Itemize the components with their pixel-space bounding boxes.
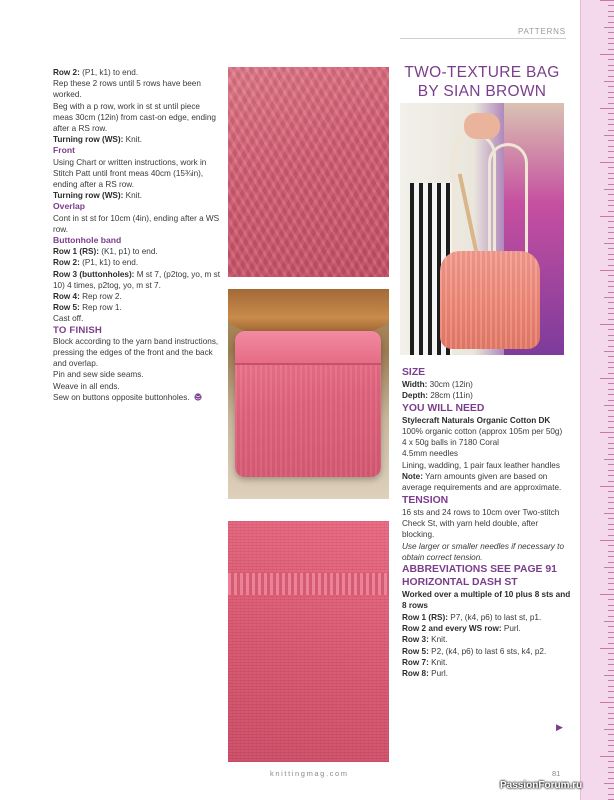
bag-flap-shape [235, 331, 381, 365]
ruler-tick [608, 616, 614, 617]
ruler-tick [608, 610, 614, 611]
ruler [580, 0, 614, 800]
ruler-tick [608, 410, 614, 411]
ruler-tick [608, 329, 614, 330]
ruler-tick [608, 97, 614, 98]
ruler-tick [608, 313, 614, 314]
ruler-tick [608, 200, 614, 201]
ruler-tick [608, 691, 614, 692]
ruler-tick [608, 130, 614, 131]
ruler-tick [608, 599, 614, 600]
ruler-tick [608, 22, 614, 23]
ruler-tick [608, 778, 614, 779]
ruler-tick [608, 508, 614, 509]
dash-row-7: Row 7: Knit. [402, 657, 448, 667]
ruler-tick [608, 794, 614, 795]
yarn-quantity: 4 x 50g balls in 7180 Coral [402, 438, 499, 448]
model-holding-bag-photo [400, 103, 564, 355]
ruler-tick [600, 324, 614, 325]
ruler-tick [608, 502, 614, 503]
ruler-tick [608, 259, 614, 260]
ruler-tick [608, 383, 614, 384]
ruler-tick [608, 356, 614, 357]
designer-line: BY SIAN BROWN [417, 83, 547, 100]
ruler-tick [600, 0, 614, 1]
front-text: Using Chart or written instructions, work in Stitch Patt until front meas 40cm (15¾in), ending after a RS row. [53, 157, 207, 190]
ruler-tick [608, 761, 614, 762]
ruler-tick [608, 232, 614, 233]
ruler-tick [608, 254, 614, 255]
abbreviations-link[interactable]: ABBREVIATIONS SEE PAGE 91 [402, 564, 557, 576]
turning-row-1: Turning row (WS): Knit. [53, 135, 143, 145]
ruler-tick [608, 340, 614, 341]
ruler-tick [600, 108, 614, 109]
ruler-tick [608, 167, 614, 168]
ruler-tick [608, 248, 614, 249]
ruler-tick [608, 373, 614, 374]
finish-step-3: Weave in all ends. [53, 381, 120, 391]
ruler-tick [608, 394, 614, 395]
ruler-tick [604, 297, 614, 298]
ruler-tick [608, 448, 614, 449]
ruler-tick [608, 643, 614, 644]
ruler-tick [608, 65, 614, 66]
ruler-tick [604, 27, 614, 28]
ruler-tick [600, 432, 614, 433]
hand-shape [464, 113, 500, 139]
ruler-tick [608, 367, 614, 368]
ruler-tick [604, 135, 614, 136]
ruler-tick [608, 524, 614, 525]
overlap-heading: Overlap [53, 201, 86, 212]
cast-off: Cast off. [53, 314, 84, 324]
ruler-tick [608, 92, 614, 93]
ruler-tick [608, 178, 614, 179]
footer-site: knittingmag.com [270, 769, 349, 778]
ruler-tick [608, 697, 614, 698]
coral-bag-shape [440, 251, 540, 349]
ruler-tick [608, 475, 614, 476]
ruler-tick [608, 151, 614, 152]
overlap-text: Cont in st st for 10cm (4in), ending after a WS row. [53, 213, 220, 234]
ruler-tick [600, 486, 614, 487]
ruler-tick [608, 292, 614, 293]
watermark: PassionForum.ru [500, 780, 583, 791]
back-row-2: Row 2: (P1, k1) to end. [53, 68, 139, 77]
section-rule [400, 38, 566, 39]
ruler-tick [608, 745, 614, 746]
ruler-tick [608, 32, 614, 33]
bag-handle-shape [488, 143, 528, 258]
ruler-tick [600, 594, 614, 595]
ruler-tick [608, 545, 614, 546]
ruler-tick [608, 497, 614, 498]
ruler-tick [608, 275, 614, 276]
ruler-tick [608, 562, 614, 563]
yarn-note: Note: Yarn amounts given are based on average requirements and are approximate. [402, 472, 562, 493]
ruler-tick [608, 119, 614, 120]
ruler-tick [608, 400, 614, 401]
ruler-tick [604, 351, 614, 352]
ruler-tick [608, 734, 614, 735]
ruler-tick [608, 319, 614, 320]
buttonhole-row-3: Row 3 (buttonholes): M st 7, (p2tog, yo, m st 10) 4 times, p2tog, yo, m st 7. [53, 269, 220, 290]
ruler-tick [600, 756, 614, 757]
ruler-tick [608, 421, 614, 422]
ruler-tick [604, 567, 614, 568]
dash-row-1: Row 1 (RS): P7, (k4, p6) to last st, p1. [402, 612, 542, 622]
section-label: PATTERNS [518, 27, 566, 36]
needles: 4.5mm needles [402, 449, 458, 459]
ruler-tick [608, 103, 614, 104]
ruler-tick [608, 718, 614, 719]
finish-step-4: Sew on buttons opposite buttonholes. [53, 392, 221, 403]
ruler-tick [608, 443, 614, 444]
ruler-tick [608, 16, 614, 17]
ruler-tick [608, 49, 614, 50]
ruler-tick [608, 632, 614, 633]
ruler-tick [608, 5, 614, 6]
ruler-tick [608, 713, 614, 714]
ruler-tick [608, 653, 614, 654]
turning-row-2: Turning row (WS): Knit. [53, 191, 143, 201]
ruler-tick [608, 416, 614, 417]
ruler-tick [608, 238, 614, 239]
ruler-tick [608, 491, 614, 492]
ruler-tick [608, 518, 614, 519]
ruler-tick [600, 378, 614, 379]
ruler-tick [608, 724, 614, 725]
ruler-tick [608, 464, 614, 465]
ruler-tick [608, 686, 614, 687]
title-line-1: TWO-TEXTURE BAG [404, 64, 560, 81]
page-number: 81 [552, 769, 561, 778]
pattern-right-column [402, 366, 572, 680]
ruler-tick [604, 621, 614, 622]
ruler-tick [608, 470, 614, 471]
ruler-tick [600, 648, 614, 649]
ruler-tick [608, 173, 614, 174]
stocking-stitch-closeup-photo [228, 521, 389, 762]
ruler-tick [608, 362, 614, 363]
cable-texture-photo [228, 67, 389, 277]
ruler-tick [608, 76, 614, 77]
ruler-tick [604, 783, 614, 784]
dash-intro: Worked over a multiple of 10 plus 8 sts and 8 rows [402, 590, 571, 611]
ruler-tick [608, 535, 614, 536]
ruler-tick [608, 194, 614, 195]
dash-row-3: Row 3: Knit. [402, 635, 448, 645]
garter-ridge-shape [228, 573, 389, 595]
ruler-tick [608, 211, 614, 212]
dash-row-2: Row 2 and every WS row: Purl. [402, 624, 521, 634]
ruler-tick [604, 243, 614, 244]
ruler-tick [604, 513, 614, 514]
ruler-tick [608, 529, 614, 530]
finish-step-1: Block according to the yarn band instructions, pressing the edges of the front and the back and overlap. [53, 336, 219, 369]
ruler-tick [608, 454, 614, 455]
ruler-tick [608, 605, 614, 606]
tension-note: Use larger or smaller needles if necessary to obtain correct tension. [402, 541, 564, 562]
ruler-tick [608, 11, 614, 12]
dash-row-5: Row 5: P2, (k4, p6) to last 6 sts, k4, p2. [402, 646, 547, 656]
ruler-tick [608, 221, 614, 222]
ruler-tick [608, 427, 614, 428]
ruler-tick [608, 70, 614, 71]
ruler-tick [604, 459, 614, 460]
ruler-tick [608, 302, 614, 303]
size-depth: Depth: 28cm (11in) [402, 391, 473, 401]
ruler-tick [608, 286, 614, 287]
ruler-tick [608, 308, 614, 309]
buttonhole-row-5: Row 5: Rep row 1. [53, 303, 122, 313]
ruler-tick [608, 346, 614, 347]
ruler-tick [608, 281, 614, 282]
ruler-tick [608, 43, 614, 44]
size-width: Width: 30cm (12in) [402, 380, 473, 389]
ruler-tick [608, 227, 614, 228]
pattern-left-column [53, 67, 221, 403]
ruler-tick [608, 637, 614, 638]
dash-row-8: Row 8: Purl. [402, 669, 448, 679]
horizontal-dash-heading: HORIZONTAL DASH ST [402, 577, 518, 589]
ruler-tick [608, 572, 614, 573]
pattern-title [400, 63, 564, 101]
ruler-tick [608, 659, 614, 660]
ruler-tick [604, 81, 614, 82]
ruler-tick [608, 670, 614, 671]
ruler-tick [608, 680, 614, 681]
pot-shape [228, 289, 389, 337]
ruler-tick [608, 707, 614, 708]
yarn-name: Stylecraft Naturals Organic Cotton DK [402, 415, 551, 425]
ruler-tick [608, 551, 614, 552]
ruler-tick [604, 675, 614, 676]
tension-text: 16 sts and 24 rows to 10cm over Two-stitch Check St, with yarn held double, after blocking. [402, 507, 560, 540]
begin-text: Beg with a p row, work in st st until piece meas 30cm (12in) from cast-on edge, ending after a RS row. [53, 101, 216, 134]
ruler-tick [608, 86, 614, 87]
ruler-tick [604, 729, 614, 730]
yarn-ball-icon [194, 393, 202, 401]
ruler-tick [604, 189, 614, 190]
buttonhole-row-4: Row 4: Rep row 2. [53, 292, 122, 302]
yarn-description: 100% organic cotton (approx 105m per 50g) [402, 426, 563, 436]
ruler-tick [608, 205, 614, 206]
to-finish-heading: TO FINISH [53, 324, 103, 336]
you-will-need-heading: YOU WILL NEED [402, 402, 485, 414]
ruler-tick [608, 124, 614, 125]
buttonhole-row-2: Row 2: (P1, k1) to end. [53, 258, 139, 268]
ruler-tick [608, 556, 614, 557]
ruler-tick [608, 751, 614, 752]
extras: Lining, wadding, 1 pair faux leather handles [402, 460, 560, 470]
play-arrow-icon[interactable]: ▶ [556, 722, 563, 732]
ruler-tick [608, 389, 614, 390]
ruler-tick [600, 216, 614, 217]
ruler-tick [608, 184, 614, 185]
ruler-tick [608, 481, 614, 482]
ruler-tick [608, 265, 614, 266]
ruler-tick [600, 54, 614, 55]
ruler-tick [608, 578, 614, 579]
ruler-tick [608, 740, 614, 741]
buttonhole-heading: Buttonhole band [53, 235, 122, 246]
size-heading: SIZE [402, 367, 426, 378]
finish-step-2: Pin and sew side seams. [53, 370, 144, 380]
ruler-tick [600, 702, 614, 703]
cushion-bag-photo [228, 289, 389, 499]
ruler-tick [608, 146, 614, 147]
ruler-tick [608, 59, 614, 60]
ruler-tick [600, 540, 614, 541]
ruler-tick [608, 113, 614, 114]
ruler-tick [608, 140, 614, 141]
ruler-tick [608, 157, 614, 158]
ruler-tick [608, 664, 614, 665]
ruler-tick [608, 767, 614, 768]
ruler-tick [608, 626, 614, 627]
ruler-tick [608, 589, 614, 590]
ruler-tick [600, 270, 614, 271]
front-heading: Front [53, 145, 75, 156]
ruler-tick [608, 788, 614, 789]
ruler-tick [604, 405, 614, 406]
ruler-tick [608, 583, 614, 584]
tension-heading: TENSION [402, 494, 449, 506]
ruler-tick [608, 772, 614, 773]
ruler-tick [608, 437, 614, 438]
ruler-tick [608, 38, 614, 39]
repeat-rows: Rep these 2 rows until 5 rows have been worked. [53, 79, 201, 100]
buttonhole-row-1: Row 1 (RS): (K1, p1) to end. [53, 247, 158, 257]
ruler-tick [608, 335, 614, 336]
ruler-tick [600, 162, 614, 163]
